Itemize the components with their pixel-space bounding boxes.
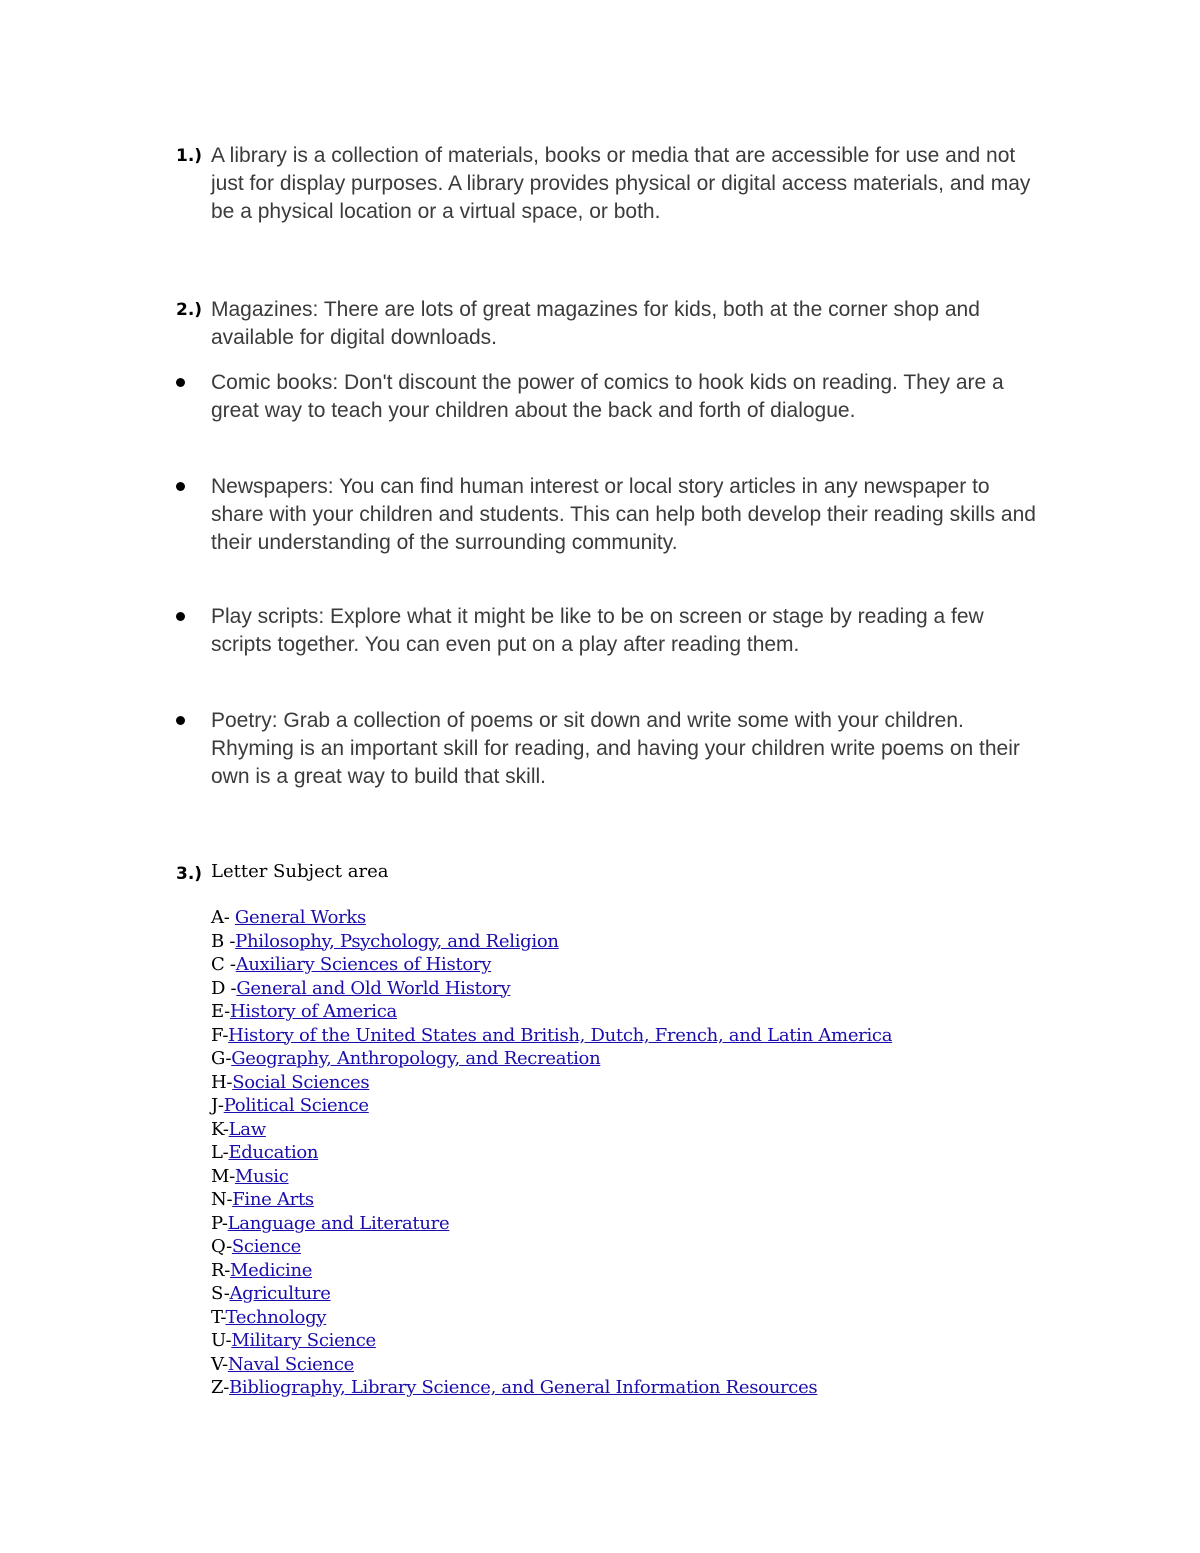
bullet-icon: [176, 716, 185, 725]
subject-link[interactable]: Technology: [225, 1306, 327, 1328]
subject-letter: G-: [211, 1048, 232, 1069]
subject-row: [211, 1353, 892, 1377]
bullet-icon: [176, 378, 185, 387]
subject-letter: B -: [211, 930, 236, 952]
subject-row: [211, 1376, 892, 1400]
subject-letter: S-: [211, 1283, 230, 1304]
subject-row: [211, 1306, 892, 1330]
subject-row: [211, 977, 892, 1001]
subject-row: [211, 1000, 892, 1024]
subject-link[interactable]: History of the United States and British, Dutch, French, and Latin America: [228, 1024, 893, 1046]
subject-link[interactable]: Bibliography, Library Science, and General Information Resources: [229, 1377, 818, 1398]
subject-letter: K-: [211, 1118, 229, 1140]
bullet-poetry: Poetry: Grab a collection of poems or sit down and write some with your children. Rhyming is an important skill for reading, and having your children write poems on their own is a great way to build that skill.: [211, 709, 1020, 788]
bullet-newspapers: Newspapers: You can find human interest or local story articles in any newspaper to share with your children and students. This can help both develop their reading skills and their understanding of the surrounding community.: [211, 475, 1036, 554]
subject-row: [211, 1259, 892, 1283]
subject-letter: C -: [211, 954, 236, 975]
subject-area-heading: Letter Subject area: [211, 861, 389, 882]
subject-letter: H-: [211, 1071, 233, 1093]
subject-link[interactable]: Geography, Anthropology, and Recreation: [231, 1048, 601, 1069]
subject-link[interactable]: General and Old World History: [236, 977, 511, 999]
subject-row: [211, 1212, 892, 1236]
subject-letter: F-: [211, 1024, 229, 1046]
subject-link[interactable]: Agriculture: [229, 1283, 331, 1304]
subject-letter: T-: [211, 1306, 226, 1328]
subject-row: [211, 1329, 892, 1353]
bullet-icon: [176, 482, 185, 491]
subject-link[interactable]: Philosophy, Psychology, and Religion: [235, 930, 559, 952]
subject-letter: N-: [211, 1189, 233, 1210]
subject-letter: P-: [211, 1212, 228, 1234]
subject-link[interactable]: Science: [231, 1236, 301, 1257]
subject-row: [211, 1071, 892, 1095]
item-number-2: 2.): [176, 300, 203, 320]
subject-row: [211, 1235, 892, 1259]
subject-link[interactable]: Medicine: [230, 1259, 313, 1281]
subject-row: [211, 1047, 892, 1071]
subject-link[interactable]: Auxiliary Sciences of History: [235, 954, 492, 975]
subject-link[interactable]: Naval Science: [227, 1353, 354, 1375]
subject-row: [211, 906, 892, 930]
subject-row: [211, 1282, 892, 1306]
subject-link[interactable]: History of America: [229, 1001, 397, 1022]
subject-link[interactable]: Music: [234, 1165, 289, 1187]
subject-letter: A-: [211, 907, 235, 928]
bullet-play-scripts: Play scripts: Explore what it might be like to be on screen or stage by reading a few scripts together. You can even put on a play after reading them.: [211, 605, 984, 656]
bullet-icon: [176, 612, 185, 621]
subject-row: [211, 953, 892, 977]
library-definition-paragraph: A library is a collection of materials, books or media that are accessible for use and not just for display purposes. A library provides physical or digital access materials, and may be a physical location or a virtual space, or both.: [211, 144, 1031, 223]
subject-link[interactable]: Education: [228, 1142, 319, 1163]
subject-link[interactable]: Language and Literature: [227, 1212, 450, 1234]
subject-link[interactable]: General Works: [234, 907, 366, 928]
subject-link[interactable]: Fine Arts: [232, 1189, 314, 1210]
subject-row: [211, 930, 892, 954]
subject-list: [211, 906, 892, 1400]
subject-row: [211, 1188, 892, 1212]
subject-link[interactable]: Social Sciences: [232, 1071, 370, 1093]
subject-letter: L-: [211, 1142, 229, 1163]
subject-letter: R-: [211, 1259, 231, 1281]
subject-row: [211, 1118, 892, 1142]
subject-letter: V-: [211, 1353, 228, 1375]
subject-row: [211, 1165, 892, 1189]
subject-letter: M-: [211, 1165, 235, 1187]
subject-letter: D -: [211, 977, 237, 999]
subject-letter: Q-: [211, 1236, 232, 1257]
subject-link[interactable]: Military Science: [231, 1330, 376, 1351]
subject-letter: J-: [211, 1095, 224, 1116]
item-number-3: 3.): [176, 864, 203, 884]
subject-link[interactable]: Political Science: [223, 1095, 369, 1116]
subject-row: [211, 1141, 892, 1165]
subject-link[interactable]: Law: [228, 1118, 266, 1140]
subject-letter: E-: [211, 1001, 230, 1022]
subject-letter: U-: [211, 1330, 232, 1351]
subject-letter: Z-: [211, 1377, 229, 1398]
subject-row: [211, 1024, 892, 1048]
subject-row: [211, 1094, 892, 1118]
bullet-comic-books: Comic books: Don't discount the power of comics to hook kids on reading. They are a great way to teach your children about the back and forth of dialogue.: [211, 371, 1004, 422]
magazines-paragraph: Magazines: There are lots of great magazines for kids, both at the corner shop and available for digital downloads.: [211, 298, 980, 349]
item-number-1: 1.): [176, 146, 203, 166]
